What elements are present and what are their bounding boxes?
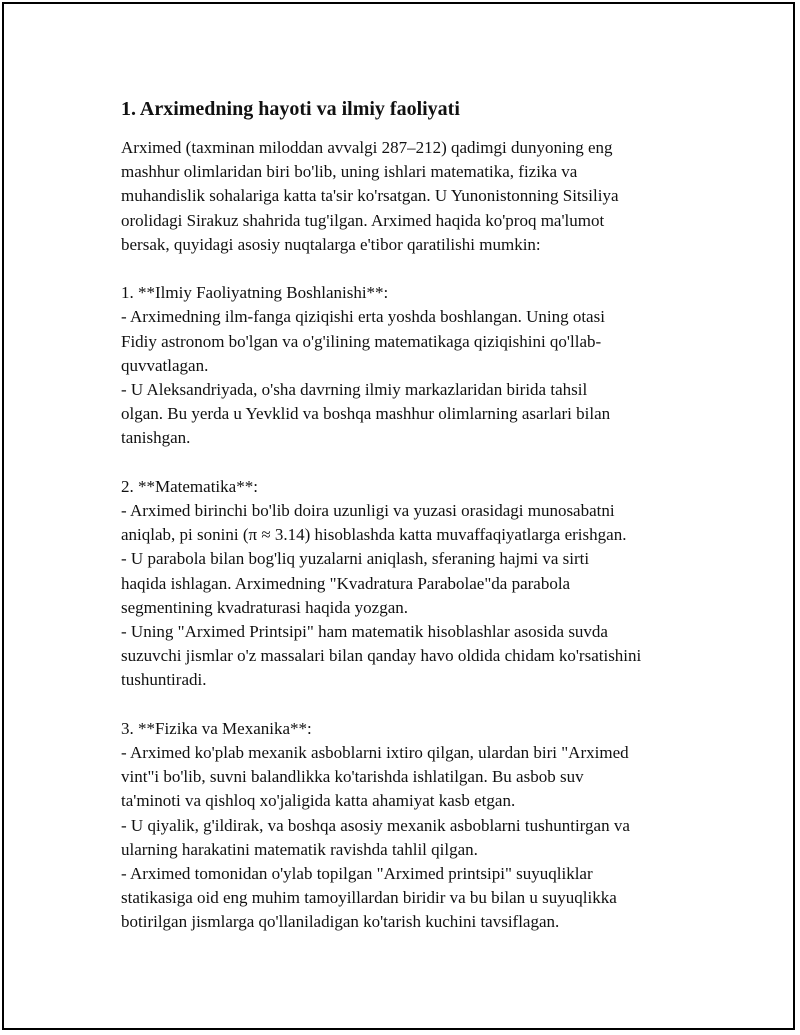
section-body-1: - Arximedning ilm-fanga qiziqishi erta yoshda boshlangan. Uning otasi Fidiy astronom bo'lgan va o'g'ilining matematikaga qiziqishini qo'llab- quvvatlagan. - U Aleksandriyada, o'sha davrning ilmiy markazlaridan birida tahsil olgan. Bu yerda u Yevklid va boshqa mashhur olimlarning asarlari bilan tanishgan. bbox=[121, 307, 611, 448]
section-heading-3: 3. **Fizika va Mexanika**: bbox=[121, 718, 312, 738]
section-heading-2: 2. **Matematika**: bbox=[121, 476, 258, 496]
spacer bbox=[121, 257, 701, 281]
intro-paragraph: Arximed (taxminan miloddan avvalgi 287–212) qadimgi dunyoning eng mashhur olimlaridan biri bo'lib, uning ishlari matematika, fizika va muhandislik sohalariga katta ta'sir ko'rsatgan. U Yunonistonning Sitsiliya orolidagi Sirakuz shahrida tug'ilgan. Arximed haqida ko'proq ma'lumot bersak, quyidagi asosiy nuqtalarga e'tibor qaratilishi mumkin: bbox=[121, 138, 619, 254]
section-heading-1: 1. **Ilmiy Faoliyatning Boshlanishi**: bbox=[121, 283, 389, 303]
document-title: 1. Arximedning hayoti va ilmiy faoliyati bbox=[121, 98, 460, 120]
page-frame bbox=[2, 2, 795, 1030]
spacer bbox=[121, 693, 701, 717]
section-body-2: - Arximed birinchi bo'lib doira uzunligi va yuzasi orasidagi munosabatni aniqlab, pi sonini (π ≈ 3.14) hisoblashda katta muvaffaqiyatlarga erishgan. - U parabola bilan bog'liq yuzalarni aniqlash, sferaning hajmi va sirti haqida ishlagan. Arximedning "Kvadratura Parabolae"da parabola segmentining kvadraturasi haqida yozgan. - Uning "Arximed Printsipi" ham matematik hisoblashlar asosida suvda suzuvchi jismlar o'z massalari bilan qanday havo oldida chidam ko'rsatishini tushuntiradi. bbox=[121, 501, 642, 690]
section-body-3: - Arximed ko'plab mexanik asboblarni ixtiro qilgan, ulardan biri "Arximed vint"i bo'lib, suvni balandlikka ko'tarishda ishlatilgan. Bu asbob suv ta'minoti va qishloq xo'jaligida katta ahamiyat kasb etgan. - U qiyalik, g'ildirak, va boshqa asosiy mexanik asboblarni tushuntirgan va ularning harakatini matematik ravishda tahlil qilgan. - Arximed tomonidan o'ylab topilgan "Arximed printsipi" suyuqliklar statikasiga oid eng muhim tamoyillardan biridir va bu bilan u suyuqlikka botirilgan jismlarga qo'llaniladigan ko'tarish kuchini tavsiflagan. bbox=[121, 743, 630, 932]
spacer bbox=[121, 451, 701, 475]
document-body bbox=[121, 96, 701, 935]
